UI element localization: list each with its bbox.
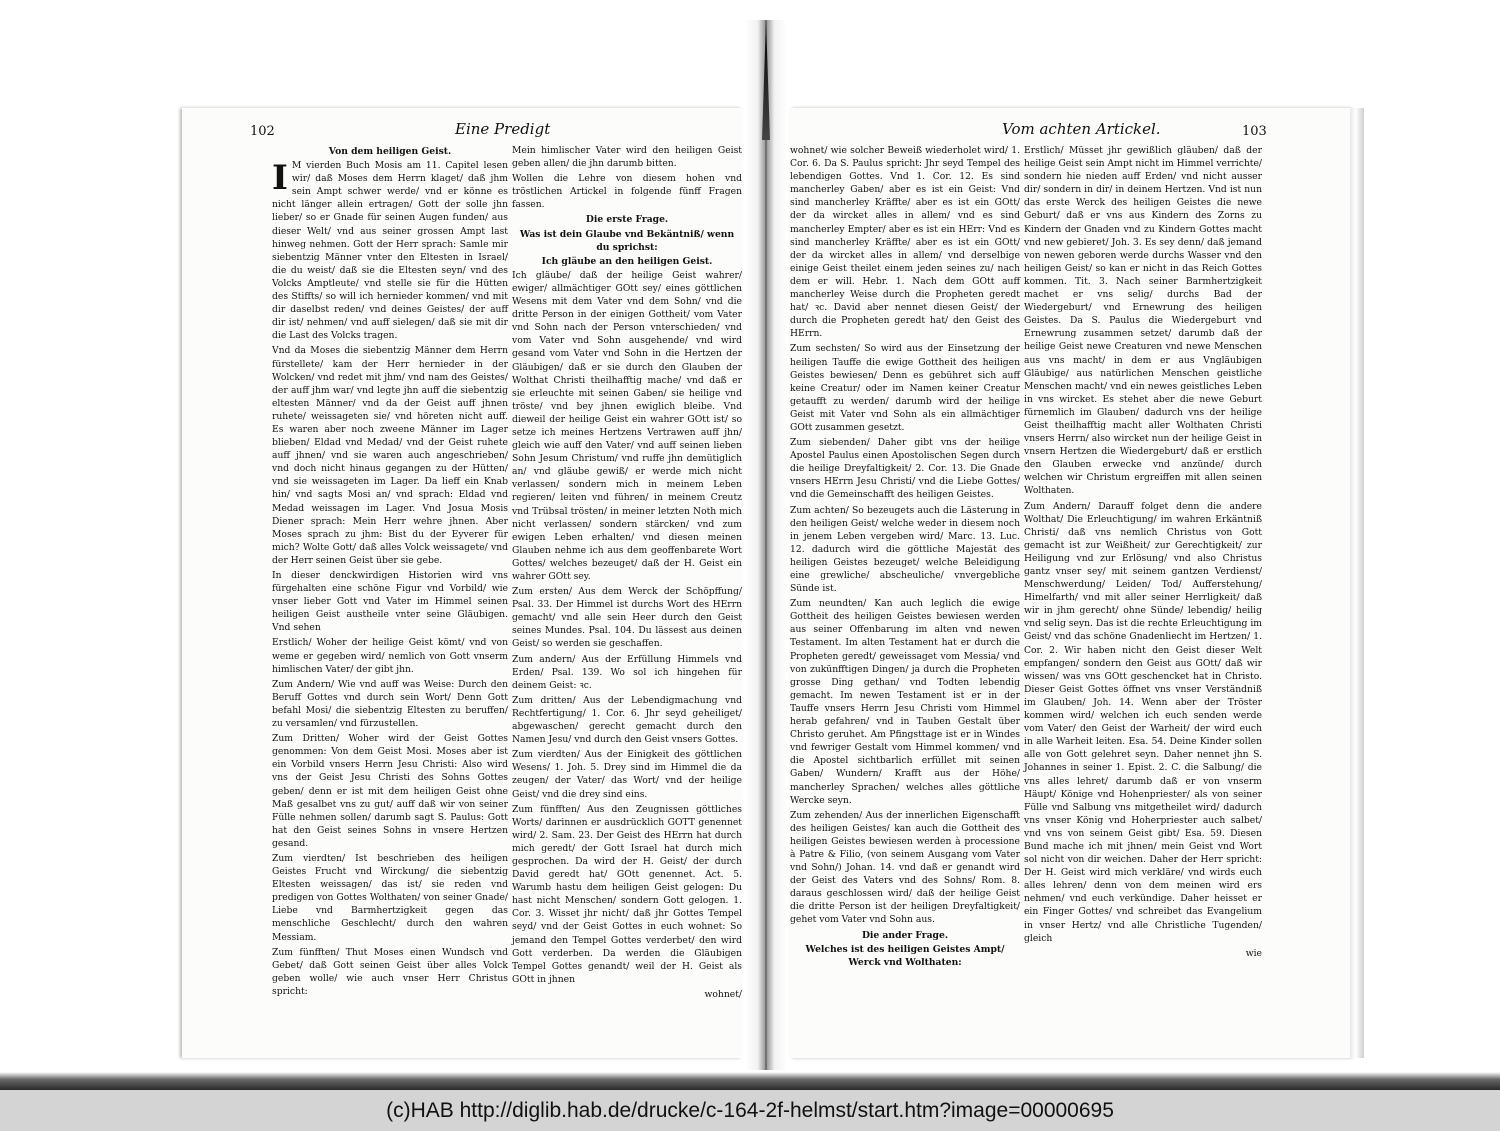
paragraph: Zum ersten/ Aus dem Werck der Schöpffung/ Psal. 33. Der Himmel ist durchs Wort des HErrn gemacht/ vnd alle sein Heer durch den Geist seines Mundes. Psal. 104. Du lässest aus deinen Geist/ so werden sie geschaffen. [512,586,742,650]
section-heading: Ich gläube an den heiligen Geist. [541,255,713,267]
paragraph: Ich gläube/ daß der heilige Geist wahrer/ ewiger/ allmächtiger GOtt sey/ eines göttlichen Wesens mit dem Vater vnd dem Sohn/ vnd die dritte Person in der einigen Gottheit/ vom Vater vnd Sohn nach der Person vnterschieden/ vnd vom Vater vnd Sohn ausgehende/ vnd wird gesand vom Vater vnd Sohn in die Hertzen der Gläubigen/ daß er sie durch den Glauben der Wolthat Christi theilhafftig mache/ vnd daß er sie erleuchte mit seinen Gaben/ sie heilige vnd tröste/ vnd bey jhnen ewiglich bleibe. Vnd dieweil der heilige Geist ein wahrer GOtt ist/ so setze ich meines Hertzens Vertrawen auff jhn/ gleich wie auff den Vater/ vnd auff seinen lieben Sohn Jesum Christum/ vnd ruffe jhn demütiglich an/ vnd gläube gewiß/ er werde mich nicht verlassen/ sondern mich in meinem Leben regieren/ leiten vnd führen/ in meinem Creutz vnd Trübsal trösten/ in meiner letzten Noth mich nicht verlassen/ sondern stärcken/ vnd zum ewigen Leben erhalten/ vnd diesen meinen Glauben nehme ich aus dem geoffenbarete Wort Gottes/ welches bezeuget/ daß der H. Geist ein wahrer GOtt sey. [512,269,742,582]
paragraph: Zum Dritten/ Woher wird der Geist Gottes genommen: Von dem Geist Mosi. Moses aber ist ein Vorbild vnsers Herrn Jesu Christi: Also wird vns der Geist Jesu Christi des Sohns Gottes geben/ denn er ist mit dem heiligen Geist ohne Maß gesalbet vns zu gut/ auff daß wir von seiner Fülle nehmen sollen/ darumb sagt S. Paulus: Gott hat den Geist seines Sohns in vnsere Hertzen gesand. [272,733,508,849]
catchword: wie [1245,947,1262,959]
left-running-head: Eine Predigt [455,120,551,138]
paragraph: Zum neundten/ Kan auch leglich die ewige Gottheit des heiligen Geistes bewiesen werden aus seiner Offenbarung im alten vnd newen Testament. Im alten Testament hat er durch die Propheten geredt/ geweissaget vom Messia/ vnd von zukünfftigen Dingen/ ja durch die Propheten grosse Ding gethan/ vnd Todten lebendig gemacht. Im newen Testament ist er in der Tauffe vnsers Herrn Jesu Christi vom Himmel herab gefahren/ vnd in Tauben Gestalt über Christo geruhet. Am Pfingsttage ist er in Windes vnd fewriger Gestalt vom Himmel kommen/ vnd die Apostel sichtbarlich erfüllet mit seinen Gaben/ Wundern/ Krafft aus der Höhe/ mancherley Sprachen/ welches alles göttliche Wercke seyn. [790,598,1020,806]
section-heading: Von dem heiligen Geist. [328,146,452,157]
left-column-1 [272,144,508,997]
scan-shadow [0,1072,1500,1090]
section-heading: Die ander Frage. [861,929,949,941]
paragraph: Zum achten/ So bezeugets auch die Lästerung in den heiligen Geist/ welche weder in diesem noch in jenem Leben vergeben wird/ Marc. 13. Luc. 12. dadurch wird die göttliche Majestät des heiligen Geistes bezeuget/ welche Beleidigung eine grewliche/ abscheuliche/ vnvergebliche Sünde ist. [790,504,1020,595]
paragraph: Zum Andern/ Wie vnd auff was Weise: Durch den Beruff Gottes vnd durch sein Wort/ Denn Gott befahl Mosi/ die siebentzig Eltesten zu beruffen/ zu versamlen/ vnd fürzustellen. [272,678,508,730]
section-heading: Was ist dein Glaube vnd Bekäntniß/ wenn du sprichst: [519,228,735,253]
paragraph: Zum fünfften/ Aus den Zeugnissen göttliches Worts/ darinnen er ausdrücklich GOTT genennet wird/ 2. Sam. 23. Der Geist des HErrn hat durch mich geredt/ der Gott Israel hat durch mich gesprochen. Da wird der H. Geist/ der durch David geredt hat/ GOtt genennet. Act. 5. Warumb hastu dem heiligen Geist gelogen: Du hast nicht Menschen/ sondern Gott gelogen. 1. Cor. 3. Wisset jhr nicht/ daß jhr Gottes Tempel seyd/ vnd der Geist Gottes in euch wohnet: So jemand den Tempel Gottes verderbet/ den wird Gott verderben. Da werden die Gläubigen Tempel Gottes genandt/ weil der H. Geist als GOtt in jhnen [512,803,742,985]
right-page-number: 103 [1242,124,1267,139]
right-column-1 [790,144,1020,968]
paragraph: Zum vierdten/ Aus der Einigkeit des göttlichen Wesens/ 1. Joh. 5. Drey sind im Himmel die da zeugen/ der Vater/ das Wort/ vnd der heilige Geist/ vnd die drey sind eins. [512,749,742,800]
paragraph: Zum vierdten/ Ist beschrieben des heiligen Geistes Frucht vnd Wirckung/ die siebentzig Eltesten weissagen/ das ist/ sie reden vnd predigen von Gottes Wolthaten/ von seiner Gnade/ Liebe vnd Barmhertzigkeit gegen das menschliche Geschlecht/ durch den wahren Messiam. [272,852,508,943]
paragraph: wohnet/ wie solcher Beweiß wiederholet wird/ 1. Cor. 6. Da S. Paulus spricht: Jhr seyd Tempel des lebendigen Gottes. Vnd 1. Cor. 12. Es sind mancherley Gaben/ aber es ist ein Geist: Vnd sind mancherley Kräffte/ aber es ist ein GOtt/ der da wircket alles in allem/ vnd es sind mancherley Empter/ aber es ist ein HErr: Vnd es sind mancherley Kräffte/ aber es ist ein GOtt/ der da wircket alles in allem/ vnd derselbige einige Geist theilet einem jeden seines zu/ nach dem er will. Hebr. 1. Nach dem GOtt auff mancherley Weise durch die Propheten geredt hat/ ꝛc. David aber nennet diesen Geist/ der durch die Propheten geredt hat/ den Geist des HErrn. [790,145,1020,340]
drop-initial: I [272,158,288,199]
paragraph: Mein himlischer Vater wird den heiligen Geist geben allen/ die jhn darumb bitten. [512,145,742,170]
right-running-head: Vom achten Artickel. [1002,120,1161,138]
paragraph: Erstlich/ Woher der heilige Geist kömt/ vnd von weme er gegeben wird/ nemlich von Gott vnserm himlischen Vater/ der gibt jhn. [272,637,508,675]
paragraph: Wollen die Lehre von diesem hohen vnd tröstlichen Artickel in folgende fünff Fragen fassen. [512,173,742,211]
section-heading: Die erste Frage. [585,214,669,226]
left-page-number: 102 [250,124,275,139]
paragraph: Zum dritten/ Aus der Lebendigmachung vnd Rechtfertigung/ 1. Cor. 6. Jhr seyd geheiliget/ abgewaschen/ gerecht gemacht durch den Namen Jesu/ vnd durch den Geist vnsers Gottes. [512,694,742,746]
left-column-2 [512,144,742,1000]
paragraph: Zum andern/ Aus der Erfüllung Himmels vnd Erden/ Psal. 139. Wo sol ich hingehen für deinem Geist: ꝛc. [512,653,742,691]
paragraph: Zum fünfften/ Thut Moses einen Wundsch vnd Gebet/ daß Gott seinen Geist über alles Volck geben wolle/ wie auch vnser Herr Christus spricht: [272,946,508,997]
footer-bar [0,1090,1500,1131]
book-gutter [745,20,787,1070]
right-column-2 [1024,144,1262,959]
footer-attribution: (c)HAB http://diglib.hab.de/drucke/c-164-2f-helmst/start.htm?image=00000695 [386,1098,1114,1122]
paragraph: Zum siebenden/ Daher gibt vns der heilige Apostel Paulus einen Apostolischen Segen durch die heilige Dreyfaltigkeit/ 2. Cor. 13. Die Gnade vnsers HErrn Jesu Christi/ vnd die Liebe Gottes/ vnd die Gemeinschafft des heiligen Geistes. [790,437,1020,501]
paragraph: Zum Andern/ Darauff folget denn die andere Wolthat/ Die Erleuchtigung/ im wahren Erkäntniß Christi/ daß vns nemlich Christus von Gott gemacht ist zur Weißheit/ zur Gerechtigkeit/ zur Heiligung vnd zur Erlösung/ vnd also Christus gantz vnser sey/ mit seinem gantzen Verdienst/ Menschwerdung/ Leiden/ Tod/ Aufferstehung/ Himelfarth/ vnd mit aller seiner Herrligkeit/ daß wir in jhm gerecht/ ohne Sünde/ lebendig/ heilig vnd selig seyn. Das ist die rechte Erleuchtigung im Geist/ vnd das schöne Gnadenliecht im Hertzen/ 1. Cor. 2. Wir haben nicht den Geist dieser Welt empfangen/ sondern den Geist aus GOtt/ daß wir wissen/ was vns GOtt geschencket hat in Christo. Dieser Geist Gottes öffnet vns vnser Verständniß im Glauben/ Joh. 14. Wenn aber der Tröster kommen wird/ welchen ich euch senden werde vom Vater/ den Geist der Warheit/ der wird euch in alle Warheit leiten. Esa. 54. Deine Kinder sollen alle von Gott gelehret seyn. Daher nennet jhn S. Johannes in seiner 1. Epist. 2. C. die Salbung/ die vns alles lehret/ darumb daß er von vnserm Häupt/ Könige vnd Hohenpriester/ als von seiner Fülle vnd Salbung vns mitgetheilet wird/ dadurch vns vnser König vnd Hoherpriester auch salbet/ vnd vns von seinem Geist gibt/ Esa. 59. Diesen Bund mache ich mit jhnen/ mein Geist vnd Wort sol nicht von dir weichen. Daher der Herr spricht: Der H. Geist wird mich verkläre/ vnd wirds euch alles lehren/ denn von dem meinen wird ers nehmen/ vnd euch verkündige. Daher heisset er ein Finger Gottes/ vnd schreibet das Evangelium in vnser Hertz/ vnd alle Christliche Tugenden/ gleich [1024,500,1262,944]
paragraph: Erstlich/ Müsset jhr gewißlich gläuben/ daß der heilige Geist sein Ampt nicht im Himmel verrichte/ sondern hie nieden auff Erden/ vnd nicht ausser dir/ sondern in dir/ in deinem Hertzen. Vnd ist nun das erste Werck des heiligen Geistes die newe Geburt/ daß er vns aus Kindern des Zorns zu Kindern der Gnaden vnd zu Kindern Gottes macht vnd new gebieret/ Joh. 3. Es sey denn/ daß jemand von newen geboren werde durchs Wasser vnd den heiligen Geist/ so kan er nicht in das Reich Gottes kommen. Tit. 3. Nach seiner Barmhertzigkeit machet er vns selig/ durchs Bad der Wiedergeburt/ vnd Ernewrung des heiligen Geistes. Da S. Paulus die Wiedergeburt vnd Ernewrung zusammen setzet/ darumb daß der heilige Geist newe Creaturen vnd newe Menschen aus vns macht/ in dem er aus Vngläubigen Gläubige/ aus natürlichen Menschen geistliche Menschen macht/ vnd ein newes geistliches Leben in vns wircket. Es stehet aber die newe Geburt fürnemlich im Glauben/ dadurch vns der heilige Geist theilhafftig macht aller Wolthaten Christi vnsers Herrn/ also wircket nun der heilige Geist in vnsern Hertzen die Wiedergeburt/ daß er erstlich den Glauben erwecke vnd anzünde/ durch welchen wir Christum ergreiffen mit allen seinen Wolthaten. [1024,145,1262,497]
paragraph: M vierden Buch Mosis am 11. Capitel lesen wir/ daß Moses dem Herrn klaget/ daß jhm sein Ampt schwer werde/ vnd er könne es nicht länger allein ertragen/ Gott der solle jhn lieber/ so er Gnade für seinen Augen funden/ aus dieser Welt/ vnd aus seiner grossen Ampt last hinweg nehmen. Gott der Herr sprach: Samle mir siebentzig Männer vnter den Eltesten in Israel/ die du weist/ daß sie die Eltesten seyn/ vnd des Volcks Amptleute/ vnd stelle sie für die Hütten des Stiffts/ so will ich hernieder kommen/ vnd mit dir daselbst reden/ vnd deines Geistes/ der auff dir ist/ nehmen/ vnd auff sielegen/ daß sie mit dir die Last des Volcks tragen. [272,160,508,342]
paragraph: Zum zehenden/ Aus der innerlichen Eigenschafft des heiligen Geistes/ kan auch die Gottheit des heiligen Geistes bewiesen werden à processione à Patre & Filio, (von seinem Ausgang vom Vater vnd Sohn/) Johan. 14. vnd daß er genandt wird der Geist des Vaters vnd des Sohns/ Rom. 8. daraus geschlossen wird/ daß der heilige Geist die dritte Person ist der heiligen Dreyfaltigkeit/ gehet vom Vater vnd Sohn aus. [790,809,1020,926]
paragraph: Zum sechsten/ So wird aus der Einsetzung der heiligen Tauffe die ewige Gottheit des heiligen Geistes bewiesen/ Denn es gebühret sich auff keine Creatur/ oder im Namen keiner Creatur getaufft zu werden/ darumb wird der heilige Geist mit Vater vnd Sohn als ein allmächtiger GOtt zusammen gesetzt. [790,343,1020,433]
section-heading: Welches ist des heiligen Geistes Ampt/ Werck vnd Wolthaten: [805,943,1005,968]
paragraph: Vnd da Moses die siebentzig Männer dem Herrn fürstellete/ kam der Herr hernieder in der Wolcken/ vnd redet mit jhm/ vnd nam des Geistes/ der auff jhm war/ vnd legte jhn auff die siebentzig eltesten Männer/ vnd da der Geist auff jhnen ruhete/ weissageten sie/ vnd höreten nicht auff. Es waren aber noch zweene Männer im Lager blieben/ Eldad vnd Medad/ vnd der Geist ruhete auff jhnen/ vnd sie waren auch angeschrieben/ vnd doch nicht hinaus gegangen zu der Hütten/ vnd sie weissageten im Lager. Da lieff ein Knab hin/ vnd sagts Mosi an/ vnd sprach: Eldad vnd Medad weissagen im Lager. Vnd Josua Mosis Diener sprach: Mein Herr wehre jhnen. Aber Moses sprach zu jhm: Bist du der Eyverer für mich? Wolte Gott/ daß alles Volck weissagete/ vnd der Herr seinen Geist über sie gebe. [272,345,508,566]
page-edge [1350,108,1364,1058]
paragraph: In dieser denckwirdigen Historien wird vns fürgehalten eine schöne Figur vnd Vorbild/ wie vnser lieber Gott vnd Vater im Himmel seinen heiligen Geist austheile vnter seine Gläubigen. Vnd sehen [272,570,508,634]
catchword: wohnet/ [704,988,742,1000]
